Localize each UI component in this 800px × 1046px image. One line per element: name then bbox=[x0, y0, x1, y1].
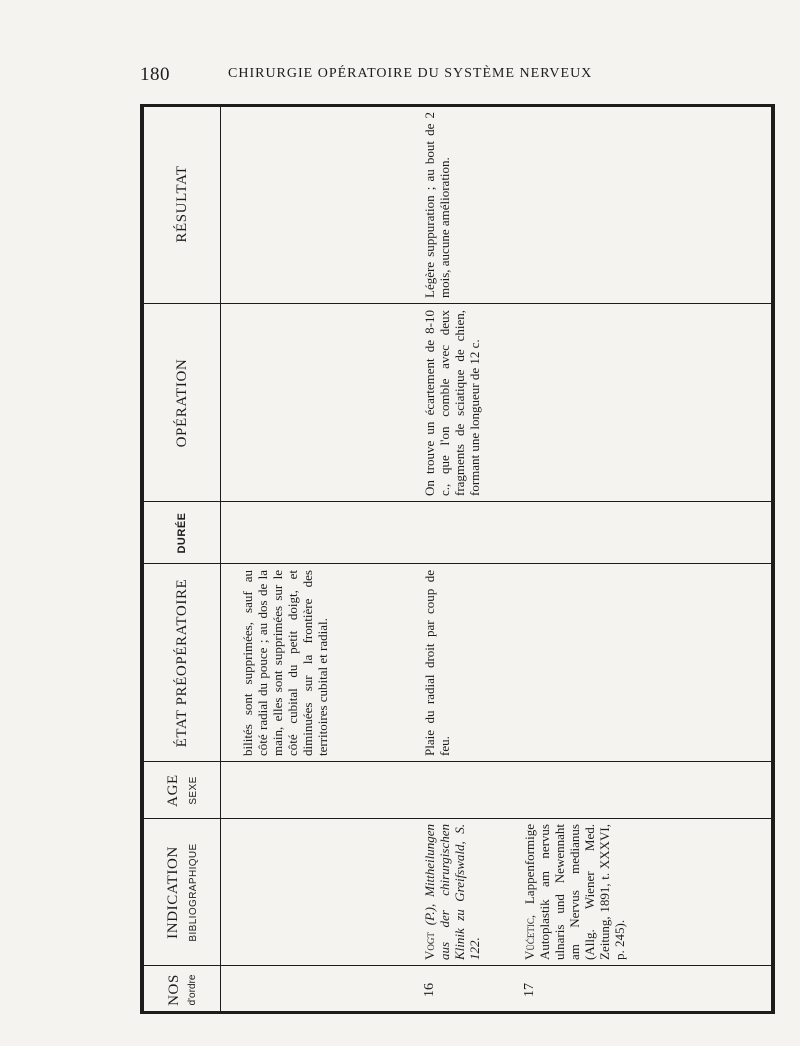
header-duree bbox=[144, 502, 220, 564]
row-16-reference: (P.), Mittheilungen aus der chirurgischen Klinik zu Greifswald, S. 122. bbox=[422, 824, 482, 960]
row-16-operation: On trouve un écartement de 8-10 c., que l'on comble avec deux fragments de sciatique de chien, formant une longueur de 12 c. bbox=[422, 310, 482, 496]
header-rule bbox=[220, 104, 221, 1014]
header-indication-label: INDICATION bbox=[165, 846, 181, 939]
row-16-indication bbox=[422, 824, 482, 960]
column-divider bbox=[140, 761, 775, 762]
header-indication-sub: BIBLIOGRAPHIQUE bbox=[188, 843, 199, 942]
row-16-etat: Plaie du radial droit par coup de feu. bbox=[422, 570, 452, 756]
header-age-label: AGE bbox=[165, 774, 181, 807]
column-divider bbox=[140, 563, 775, 564]
column-divider bbox=[140, 501, 775, 502]
header-etat-label: ÉTAT PRÉOPÉRATOIRE bbox=[173, 578, 190, 748]
header-age bbox=[144, 762, 220, 819]
header-nos bbox=[144, 966, 220, 1014]
header-operation-label: OPÉRATION bbox=[173, 358, 190, 448]
header-indication bbox=[144, 819, 220, 966]
row-16-author: Vogt bbox=[422, 932, 437, 960]
header-resultat bbox=[144, 104, 220, 304]
header-etat bbox=[144, 564, 220, 762]
running-title: CHIRURGIE OPÉRATOIRE DU SYSTÈME NERVEUX bbox=[228, 66, 593, 81]
header-nos-sub: d'ordre bbox=[187, 974, 198, 1006]
column-divider bbox=[140, 965, 775, 966]
header-operation bbox=[144, 304, 220, 502]
row-17-number: 17 bbox=[522, 983, 537, 997]
header-resultat-label: RÉSULTAT bbox=[173, 165, 190, 243]
row-16-resultat: Légère suppuration ; au bout de 2 mois, aucune amélioration. bbox=[422, 112, 452, 298]
row-17-author: Vüćetic bbox=[522, 918, 537, 960]
header-nos-label: NOS bbox=[166, 974, 182, 1006]
rotated-table bbox=[140, 104, 775, 1014]
page-number: 180 bbox=[140, 64, 170, 85]
header-duree-label: DURÉE bbox=[176, 512, 188, 554]
column-divider bbox=[140, 303, 775, 304]
row-17-indication bbox=[522, 824, 627, 960]
column-divider bbox=[140, 818, 775, 819]
header-age-sub: SEXE bbox=[188, 776, 199, 805]
row-17-reference: , Lappenformige Autoplastik am nervus ulnaris und Newennaht am Nervus medianus (Allg. Wiener Med. Zeitung, 1891, t. XXXVI, p. 245). bbox=[522, 824, 627, 960]
row-16-number: 16 bbox=[422, 983, 437, 997]
etat-continuation: bilités sont supprimées, sauf au côté radial du pouce ; au dos de la main, elles sont supprimées sur le côté cubital du petit doigt, et diminuées sur la frontière des territoires cubital et radial. bbox=[240, 570, 330, 756]
